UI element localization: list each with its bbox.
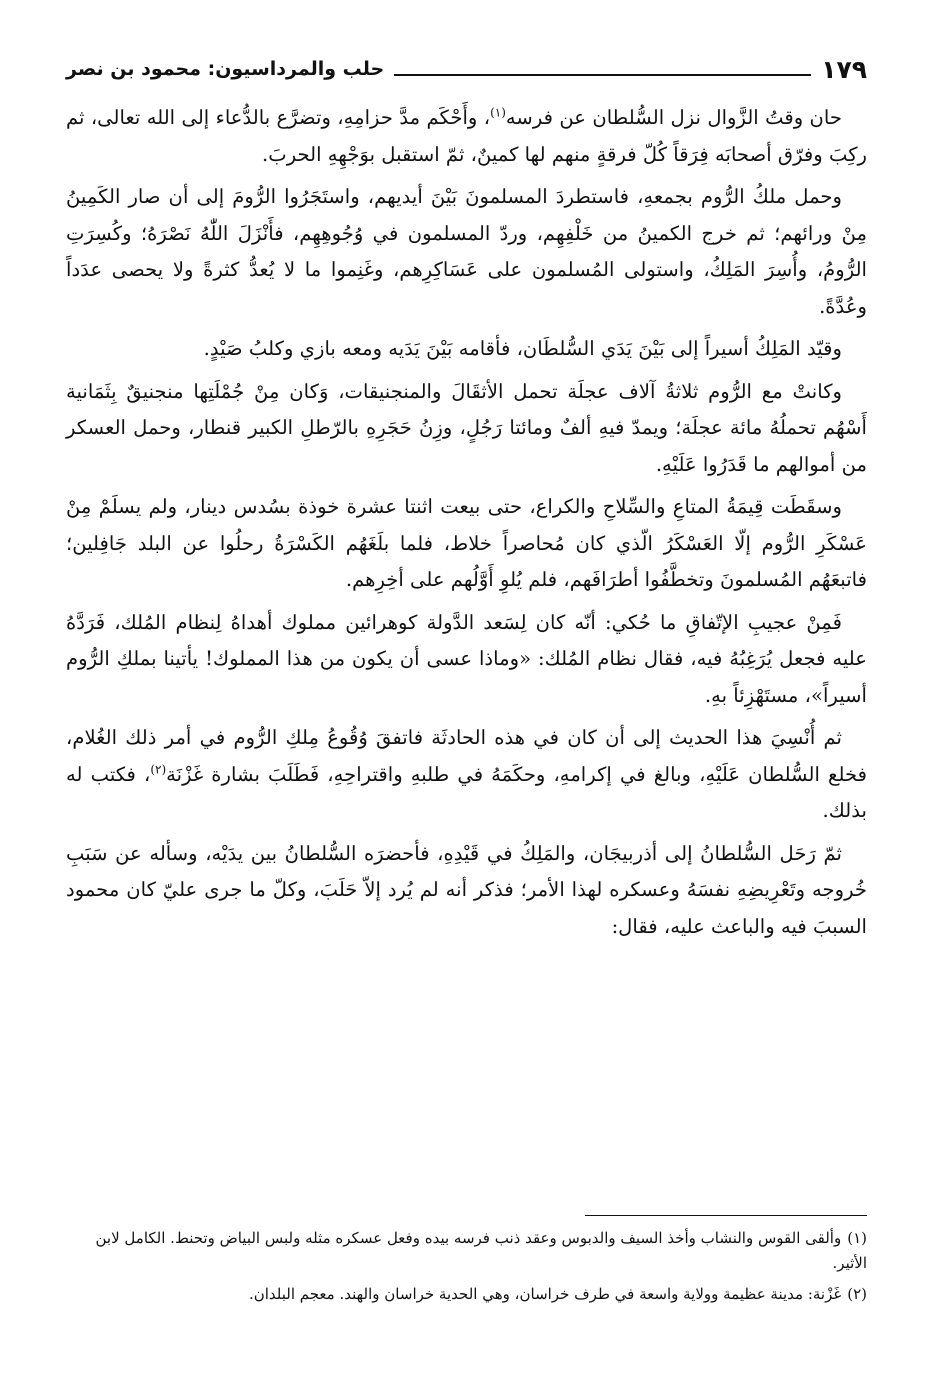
footnote-number: (٢): [847, 1285, 867, 1303]
paragraph: حان وقتُ الزَّوال نزل السُّلطان عن فرسه$^{(١)}$، وأَحْكَم مدَّ حزامِهِ، وتضرَّع بالدُّعاء إلى الله تعالى، ثم ركِبَ وفرّق أصحابَه فِرَقاً كُلّ فرقةٍ منهم لها كمينٌ، ثمّ استقبل بوَجْهِهِ الحربَ.: [66, 105, 867, 166]
running-title: حلب والمرداسيون: محمود بن نصر: [66, 58, 385, 80]
footnote-text: غَزْنة: مدينة عظيمة وولاية واسعة في طرف خراسان، وهي الحدية خراسان والهند. معجم البلدان.: [248, 1285, 842, 1303]
footnote-ref: (٢): [150, 761, 167, 776]
footnote-ref: (١): [490, 105, 506, 120]
paragraph: وحمل ملكُ الرُّوم بجمعهِ، فاستطردَ المسلمونَ بَيْنَ أيديهم، واستَجَرُوا الرُّومَ إلى أن صار الكَمِينُ مِنْ ورائهم؛ ثم خرج الكمينُ من خَلْفِهِم، وردّ المسلمون في وُجُوهِهِم، فأَنْزَلَ اللّٰهُ نَصْرَهُ؛ وكُسِرَتِ الرُّومُ، وأُسِرَ المَلِكُ، واستولى المُسلمون على عَسَاكِرِهم، وغَنِموا ما لا يُعدُّ كثرةً ولا يحصى عدَداً وعُدَّةً.: [66, 185, 867, 318]
paragraph: وسقَطَت قِيمَةُ المتاعِ والسِّلاحِ والكراع، حتى بيعت اثنتا عشرة خوذة بسُدس دينار، ولم يسلَمْ مِنْ عَسْكَرِ الرُّوم إلّا العَسْكَرُ الّذي كان مُحاصراً خلاط، فلما بلَغَهُم الكَسْرَةُ رحلُوا عن البلد جَافِلين؛ فاتبعَهُم المُسلمونَ وتخطَّفُوا أطرَافَهم، فلم يُلوِ أَوَّلُهم على أخِرِهم.: [66, 495, 867, 591]
footnotes: [66, 1226, 867, 1313]
paragraph: ثمّ رَحَل السُّلطانُ إلى أذربيجَان، والمَلِكُ في قَيْدِهِ، فأحضرَه السُّلطانُ بين يدَيْه، وسأله عن سَبَبِ خُروجه وتَعْرِيضِهِ نفسَهُ وعسكره لهذا الأمر؛ فذكر أنه لم يُرد إلاّ حَلَبَ، وكلّ ما جرى عليّ كان محمود السببَ فيه والباعث عليه، فقال:: [66, 841, 867, 938]
header-rule: [394, 74, 811, 76]
paragraph: وكانتْ مع الرُّوم ثلاثةُ آلاف عجلَة تحمل الأثقَالَ والمنجنيقات، وَكان مِنْ جُمْلَتِها منجنيقٌ بِثَمَانية أَسْهُم تحملُهُ مائة عجلَة؛ ويمدّ فيهِ ألفٌ ومائتا رَجُلٍ، وزِنُ حَجَرِهِ بالرّطلِ الكبير قنطار، وحمل العسكر من أموالهم ما قَدَرُوا عَلَيْهِ.: [66, 379, 867, 476]
page-header: [66, 44, 867, 94]
footnote-text: وألقى القوس والنشاب وأخذ السيف والدبوس وعقد ذنب فرسه بيده وفعل عسكره مثله ولبس البياض وتحنط. الكامل لابن الأثير.: [95, 1229, 867, 1272]
footnote: [66, 1282, 867, 1307]
paragraph: ثم أُنْسِيَ هذا الحديث إلى أن كان في هذه الحادثَة فاتفقَ وُقُوعُ مِلكِ الرُّوم في أمر ذلك الغُلام، فخلع السُّلطان عَلَيْهِ، وبالغ في إكرامهِ، وحكَمَهُ في طلبهِ واقتراحِهِ، فَطَلَبَ بشارة غَزْنَة$^{(٢)}$، فكتب له بذلك.: [66, 726, 867, 822]
footnote-number: (١): [847, 1229, 867, 1247]
footnote-separator: [585, 1215, 867, 1216]
paragraph: فَمِنْ عجيبِ الإتّفاقِ ما حُكي: أنّه كان لِسَعد الدَّولة كوهرائين مملوك أهداهُ لِنظام المُلك، فَرَدَّهُ عليه فجعل يُرَغِبُهُ فيه، فقال نظام المُلك: «وماذا عسى أن يكون من هذا المملوك! يأتينا بملكِ الرُّوم أسيراً»، مستَهْزِئاً بهِ.: [66, 610, 867, 707]
page-number: ١٧٩: [821, 54, 867, 84]
body-text: [66, 100, 867, 951]
paragraph: وقيّد المَلِكُ أسيراً إلى بَيْنَ يَدَي السُّلطَان، فأقامه بَيْنَ يَدَيه ومعه بازي وكلبُ صَيْدٍ.: [203, 337, 842, 360]
footnote: [66, 1226, 867, 1276]
